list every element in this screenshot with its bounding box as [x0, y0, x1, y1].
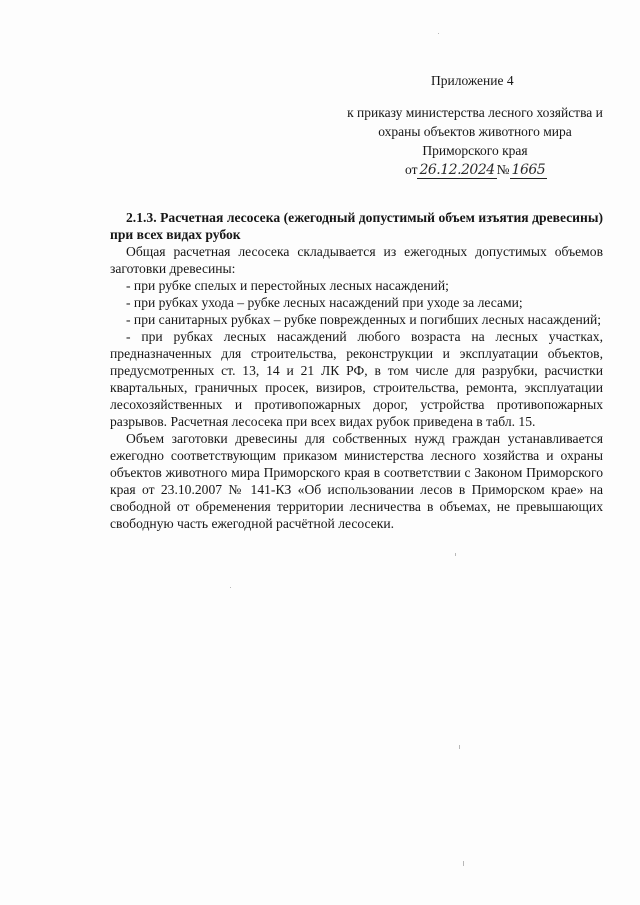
handwritten-number: 1665 [511, 162, 546, 178]
order-line: к приказу министерства лесного хозяйства и [347, 105, 603, 120]
order-date-line [405, 162, 547, 178]
scan-speck [455, 553, 456, 556]
list-item: - при санитарных рубках – рубке поврежденных и погибших лесных насаждений; [126, 312, 602, 327]
scan-speck [459, 745, 460, 749]
paragraph: Объем заготовки древесины для собственных нужд граждан устанавливается ежегодно соответствующим приказом министерства лесного хозяйства и охраны объектов животного мира Приморского края в соответствии с Законом Приморского края от 23.10.2007 № 141-КЗ «Об использовании лесов в Приморском крае» на свободной от обременения территории лесничества в объемах, не превышающих свободную часть ежегодной расчётной лесосеки. [110, 431, 603, 531]
scan-speck [438, 33, 439, 34]
section-heading: 2.1.3. Расчетная лесосека (ежегодный допустимый объем изъятия древесины) при всех видах рубок [110, 210, 603, 242]
date-prefix: от [405, 162, 418, 177]
appendix-label: Приложение 4 [431, 73, 514, 88]
scan-speck [463, 861, 464, 866]
list-item: - при рубках лесных насаждений любого возраста на лесных участках, предназначенных для строительства, реконструкции и эксплуатации объектов, предусмотренных ст. 13, 14 и 21 ЛК РФ, в том числе для разрубки, расчистки квартальных, граничных просек, визиров, строительства, ремонта, эксплуатации лесохозяйственных и противопожарных дорог, устройства противопожарных разрывов. Расчетная лесосека при всех видах рубок приведена в табл. 15. [110, 329, 603, 429]
order-line: Приморского края [422, 143, 528, 158]
paragraph: Общая расчетная лесосека складывается из ежегодных допустимых объемов заготовки древесины: [110, 244, 603, 276]
section-body [110, 209, 603, 532]
order-line: охраны объектов животного мира [378, 124, 572, 139]
handwritten-date: 26.12.2024 [419, 162, 495, 178]
list-item: - при рубке спелых и перестойных лесных насаждений; [126, 278, 449, 293]
order-reference [330, 103, 620, 160]
scan-speck [230, 587, 231, 588]
number-prefix: № [496, 162, 510, 177]
list-item: - при рубках ухода – рубке лесных насаждений при уходе за лесами; [126, 295, 523, 310]
